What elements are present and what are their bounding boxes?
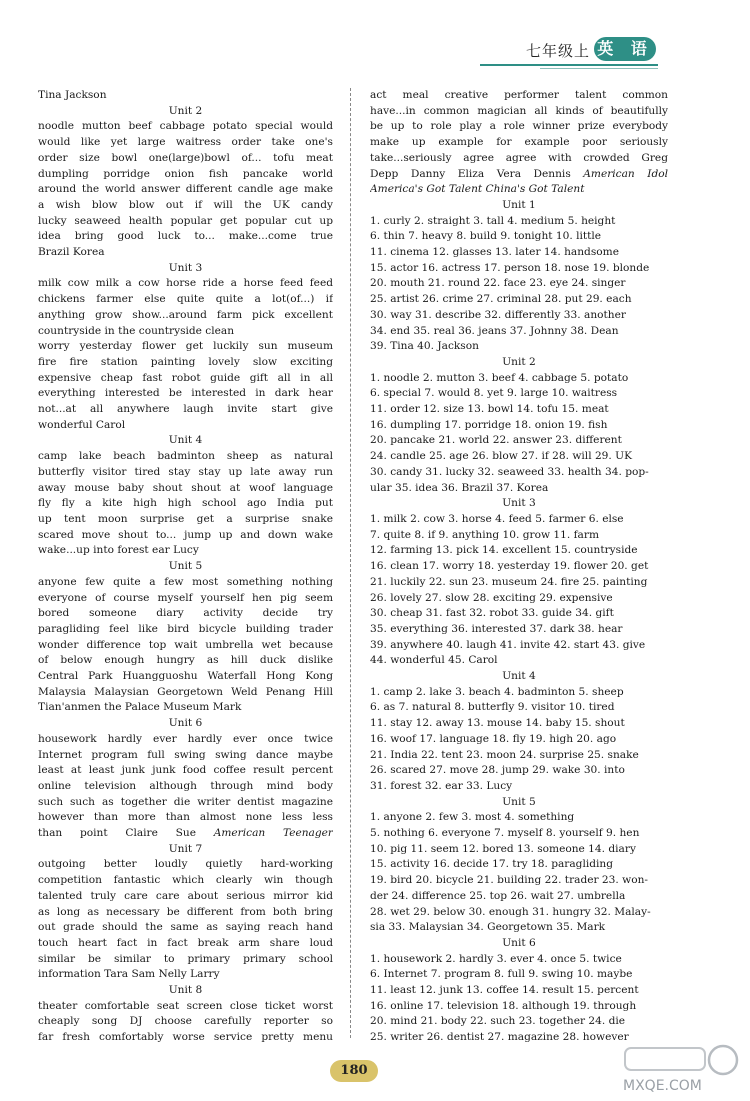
vocab-line: dumpling porridge onion fish pancake world	[38, 167, 333, 180]
vocab-line: however than more than almost none less less	[38, 811, 333, 824]
vocab-line: 30. cheap 31. fast 32. robot 33. guide 34. gift	[370, 607, 614, 620]
vocab-line: 21. luckily 22. sun 23. museum 24. fire 25. painting	[370, 575, 648, 588]
vocab-line: 6. as 7. natural 8. butterfly 9. visitor 10. tired	[370, 701, 615, 714]
vocab-line: chickens farmer else quite quite a lot(of...) if	[38, 293, 333, 306]
vocab-line: 1. milk 2. cow 3. horse 4. feed 5. farmer 6. else	[370, 512, 624, 525]
watermark-text: MXQE.COM	[623, 1078, 702, 1094]
vocab-line: bored someone diary activity decide try	[38, 607, 333, 620]
vocab-line: 31. forest 32. ear 33. Lucy	[370, 779, 513, 792]
title-italic: American Teenager	[213, 827, 333, 840]
vocab-line: 21. India 22. tent 23. moon 24. surprise 25. snake	[370, 748, 639, 761]
unit-heading: Unit 8	[168, 984, 203, 997]
vocab-line: fire fire station painting lovely slow exciting	[38, 355, 333, 368]
vocab-line: milk cow milk a cow horse ride a horse feed feed	[38, 277, 333, 290]
vocab-line: 15. activity 16. decide 17. try 18. paragliding	[370, 858, 614, 871]
unit-heading: Unit 1	[502, 198, 536, 211]
vocab-line: 1. noodle 2. mutton 3. beef 4. cabbage 5. potato	[370, 371, 629, 384]
vocab-line: America's Got Talent China's Got Talent	[370, 183, 585, 196]
unit-heading: Unit 2	[168, 104, 203, 117]
unit-heading: Unit 3	[168, 261, 203, 274]
vocab-line: wonderful Carol	[38, 418, 126, 431]
page-header	[0, 0, 750, 80]
vocab-line: 12. farming 13. pick 14. excellent 15. countryside	[370, 544, 638, 557]
vocab-line: housework hardly ever hardly ever once twice	[38, 732, 333, 745]
unit-heading: Unit 7	[168, 842, 203, 855]
page-number: 180	[330, 1060, 378, 1082]
vocab-line: similar be similar to primary primary school	[38, 952, 333, 965]
vocab-line: 39. anywhere 40. laugh 41. invite 42. start 43. give	[370, 638, 646, 651]
vocab-line: wake...up into forest ear Lucy	[38, 544, 199, 557]
vocab-line: butterfly visitor tired stay stay up late away run	[38, 465, 333, 478]
vocab-line: everything interested be interested in dark hear	[38, 387, 333, 400]
vocab-line: idea bring good luck to... make...come true	[38, 230, 333, 243]
vocab-line: 30. candy 31. lucky 32. seaweed 33. health 34. pop-	[370, 465, 649, 478]
vocab-line: 16. woof 17. language 18. fly 19. high 20. ago	[370, 732, 617, 745]
vocab-line: order size bowl one(large)bowl of... tofu meat	[38, 151, 333, 164]
unit-heading: Unit 6	[502, 936, 536, 949]
right-column	[370, 88, 668, 1046]
header-rule	[480, 64, 658, 66]
unit-heading: Unit 2	[502, 355, 536, 368]
vocab-line: information Tara Sam Nelly Larry	[38, 968, 220, 981]
vocab-line: as long as necessary be different from both bring	[38, 905, 333, 918]
vocab-line: a wish blow blow out if will the UK candy	[38, 198, 333, 211]
vocab-line: 30. way 31. describe 32. differently 33. another	[370, 308, 626, 321]
vocab-line: act meal creative performer talent common	[370, 89, 668, 101]
vocab-line: least at least junk junk food coffee result percent	[38, 764, 333, 777]
vocab-line: 19. bird 20. bicycle 21. building 22. trader 23. won-	[370, 874, 648, 887]
vocab-line: 20. mouth 21. round 22. face 23. eye 24. singer	[370, 277, 626, 290]
vocab-line: 1. anyone 2. few 3. most 4. something	[370, 811, 575, 824]
vocab-line: 11. order 12. size 13. bowl 14. tofu 15. meat	[370, 403, 609, 416]
vocab-line: away mouse baby shout shout at woof language	[38, 481, 333, 494]
vocab-line: 11. least 12. junk 13. coffee 14. result 15. percent	[370, 984, 639, 997]
vocab-line: 20. mind 21. body 22. such 23. together 24. die	[370, 1015, 626, 1028]
vocab-line: Depp Danny Eliza Vera Dennis American Idol	[370, 167, 668, 180]
vocab-line: anything grow show...around farm pick excellent	[38, 308, 333, 321]
vocab-line: 44. wonderful 45. Carol	[370, 654, 498, 667]
left-column	[38, 88, 333, 1046]
vocab-line: competition fantastic which clearly win though	[38, 874, 333, 887]
vocab-line: 35. everything 36. interested 37. dark 38. hear	[370, 622, 623, 635]
header-rule-thin	[540, 68, 658, 69]
vocab-line: cheaply song DJ choose carefully reporter so	[38, 1015, 333, 1028]
vocab-line: outgoing better loudly quietly hard-working	[38, 858, 333, 871]
unit-heading: Unit 6	[168, 717, 203, 730]
unit-heading: Unit 4	[168, 434, 203, 447]
unit-heading: Unit 4	[502, 670, 536, 683]
vocab-line: countryside in the countryside clean	[38, 324, 235, 337]
unit-heading: Unit 3	[502, 497, 536, 510]
vocab-line: Brazil Korea	[38, 246, 105, 259]
vocab-line: 24. candle 25. age 26. blow 27. if 28. will 29. UK	[370, 450, 633, 463]
vocab-line: sia 33. Malaysian 34. Georgetown 35. Mark	[370, 921, 606, 934]
vocab-line: 25. writer 26. dentist 27. magazine 28. however	[370, 1031, 629, 1044]
header-subject: 英 语	[594, 37, 656, 61]
vocab-line: take...seriously agree agree with crowded Greg	[370, 151, 668, 164]
vocab-line: paragliding feel like bird bicycle building trader	[38, 622, 333, 635]
vocab-line: 28. wet 29. below 30. enough 31. hungry 32. Malay-	[370, 905, 651, 918]
vocab-line: up tent moon surprise get a surprise snake	[38, 512, 333, 525]
vocab-line: far fresh comfortably worse service pretty menu	[38, 1031, 333, 1044]
vocab-line: 5. nothing 6. everyone 7. myself 8. yourself 9. hen	[370, 827, 640, 840]
vocab-line: online television although through mind body	[38, 779, 333, 792]
vocab-line: der 24. difference 25. top 26. wait 27. umbrella	[370, 889, 626, 902]
vocab-line: 10. pig 11. seem 12. bored 13. someone 14. diary	[370, 842, 636, 855]
vocab-line: fly fly a kite high high school ago India put	[38, 497, 333, 510]
vocab-line: camp lake beach badminton sheep as natural	[38, 450, 333, 463]
vocab-line: 1. curly 2. straight 3. tall 4. medium 5. height	[370, 214, 616, 227]
vocab-line: 6. special 7. would 8. yet 9. large 10. waitress	[370, 387, 618, 400]
vocab-line: Tina Jackson	[38, 89, 107, 101]
vocab-line: expensive cheap fast robot guide gift all in all	[38, 371, 333, 384]
watermark-logo	[605, 1040, 745, 1098]
vocab-line: 25. artist 26. crime 27. criminal 28. put 29. each	[370, 293, 632, 306]
vocab-line: 34. end 35. real 36. jeans 37. Johnny 38. Dean	[370, 324, 619, 337]
vocab-line: Central Park Huangguoshu Waterfall Hong Kong	[38, 670, 333, 683]
vocab-line: around the world answer different candle age make	[38, 183, 333, 196]
vocab-line: 26. lovely 27. slow 28. exciting 29. expensive	[370, 591, 613, 604]
vocab-line: 1. camp 2. lake 3. beach 4. badminton 5. sheep	[370, 685, 624, 698]
vocab-line: wonder difference top wait umbrella wet because	[38, 638, 333, 651]
column-divider	[350, 88, 351, 1038]
vocab-line: 1. housework 2. hardly 3. ever 4. once 5. twice	[370, 952, 622, 965]
vocab-line: touch heart fact in fact break arm share loud	[38, 936, 333, 949]
vocab-line: everyone of course myself yourself hen pig seem	[38, 591, 333, 604]
vocab-line: have...in common magician all kinds of beautifully	[370, 104, 668, 117]
vocab-line: ular 35. idea 36. Brazil 37. Korea	[370, 481, 549, 494]
vocab-line: 20. pancake 21. world 22. answer 23. different	[370, 434, 622, 447]
vocab-line: be up to role play a role winner prize everybody	[370, 120, 668, 133]
vocab-line: Internet program full swing swing dance maybe	[38, 748, 333, 761]
vocab-line: 15. actor 16. actress 17. person 18. nose 19. blonde	[370, 261, 650, 274]
vocab-line: noodle mutton beef cabbage potato special would	[38, 120, 333, 133]
vocab-line: would like yet large waitress order take one's	[38, 136, 333, 149]
vocab-line: theater comfortable seat screen close ticket worst	[38, 999, 333, 1012]
vocab-line: 7. quite 8. if 9. anything 10. grow 11. farm	[370, 528, 599, 541]
vocab-line: make up example for example poor seriously	[370, 136, 668, 149]
vocab-line: scared move shout to... jump up and down wake	[38, 528, 333, 541]
vocab-line: 11. cinema 12. glasses 13. later 14. handsome	[370, 246, 619, 259]
vocab-line: 11. stay 12. away 13. mouse 14. baby 15. shout	[370, 717, 625, 730]
vocab-line: anyone few quite a few most something nothing	[38, 575, 333, 588]
vocab-line: 39. Tina 40. Jackson	[370, 340, 479, 353]
vocab-line: lucky seaweed health popular get popular cut up	[38, 214, 333, 227]
vocab-line: 16. online 17. television 18. although 19. through	[370, 999, 637, 1012]
vocab-line: worry yesterday flower get luckily sun museum	[38, 340, 333, 353]
vocab-line: 6. thin 7. heavy 8. build 9. tonight 10. little	[370, 230, 602, 243]
vocab-line: out grade should the same as saying reach hand	[38, 921, 333, 934]
vocab-line: 16. clean 17. worry 18. yesterday 19. flower 20. get	[370, 560, 649, 573]
unit-heading: Unit 5	[502, 795, 536, 808]
vocab-line: 6. Internet 7. program 8. full 9. swing 10. maybe	[370, 968, 633, 981]
unit-heading: Unit 5	[168, 560, 203, 573]
vocab-line: of below enough hungry as hill duck dislike	[38, 654, 333, 667]
vocab-line: such such as together die writer dentist magazine	[38, 795, 333, 808]
vocab-line: Malaysia Malaysian Georgetown Weld Penang Hill	[38, 685, 333, 698]
vocab-line: than point Claire Sue American Teenager	[38, 827, 333, 840]
vocab-line: not...at all anywhere laugh invite start give	[38, 403, 333, 416]
vocab-line: Tian'anmen the Palace Museum Mark	[38, 701, 242, 714]
vocab-line: talented truly care care about serious mirror kid	[38, 889, 333, 902]
vocab-line: 16. dumpling 17. porridge 18. onion 19. fish	[370, 418, 608, 431]
header-grade: 七年级上	[525, 42, 590, 60]
title-italic: American Idol	[583, 167, 668, 180]
vocab-line: 26. scared 27. move 28. jump 29. wake 30. into	[370, 764, 625, 777]
